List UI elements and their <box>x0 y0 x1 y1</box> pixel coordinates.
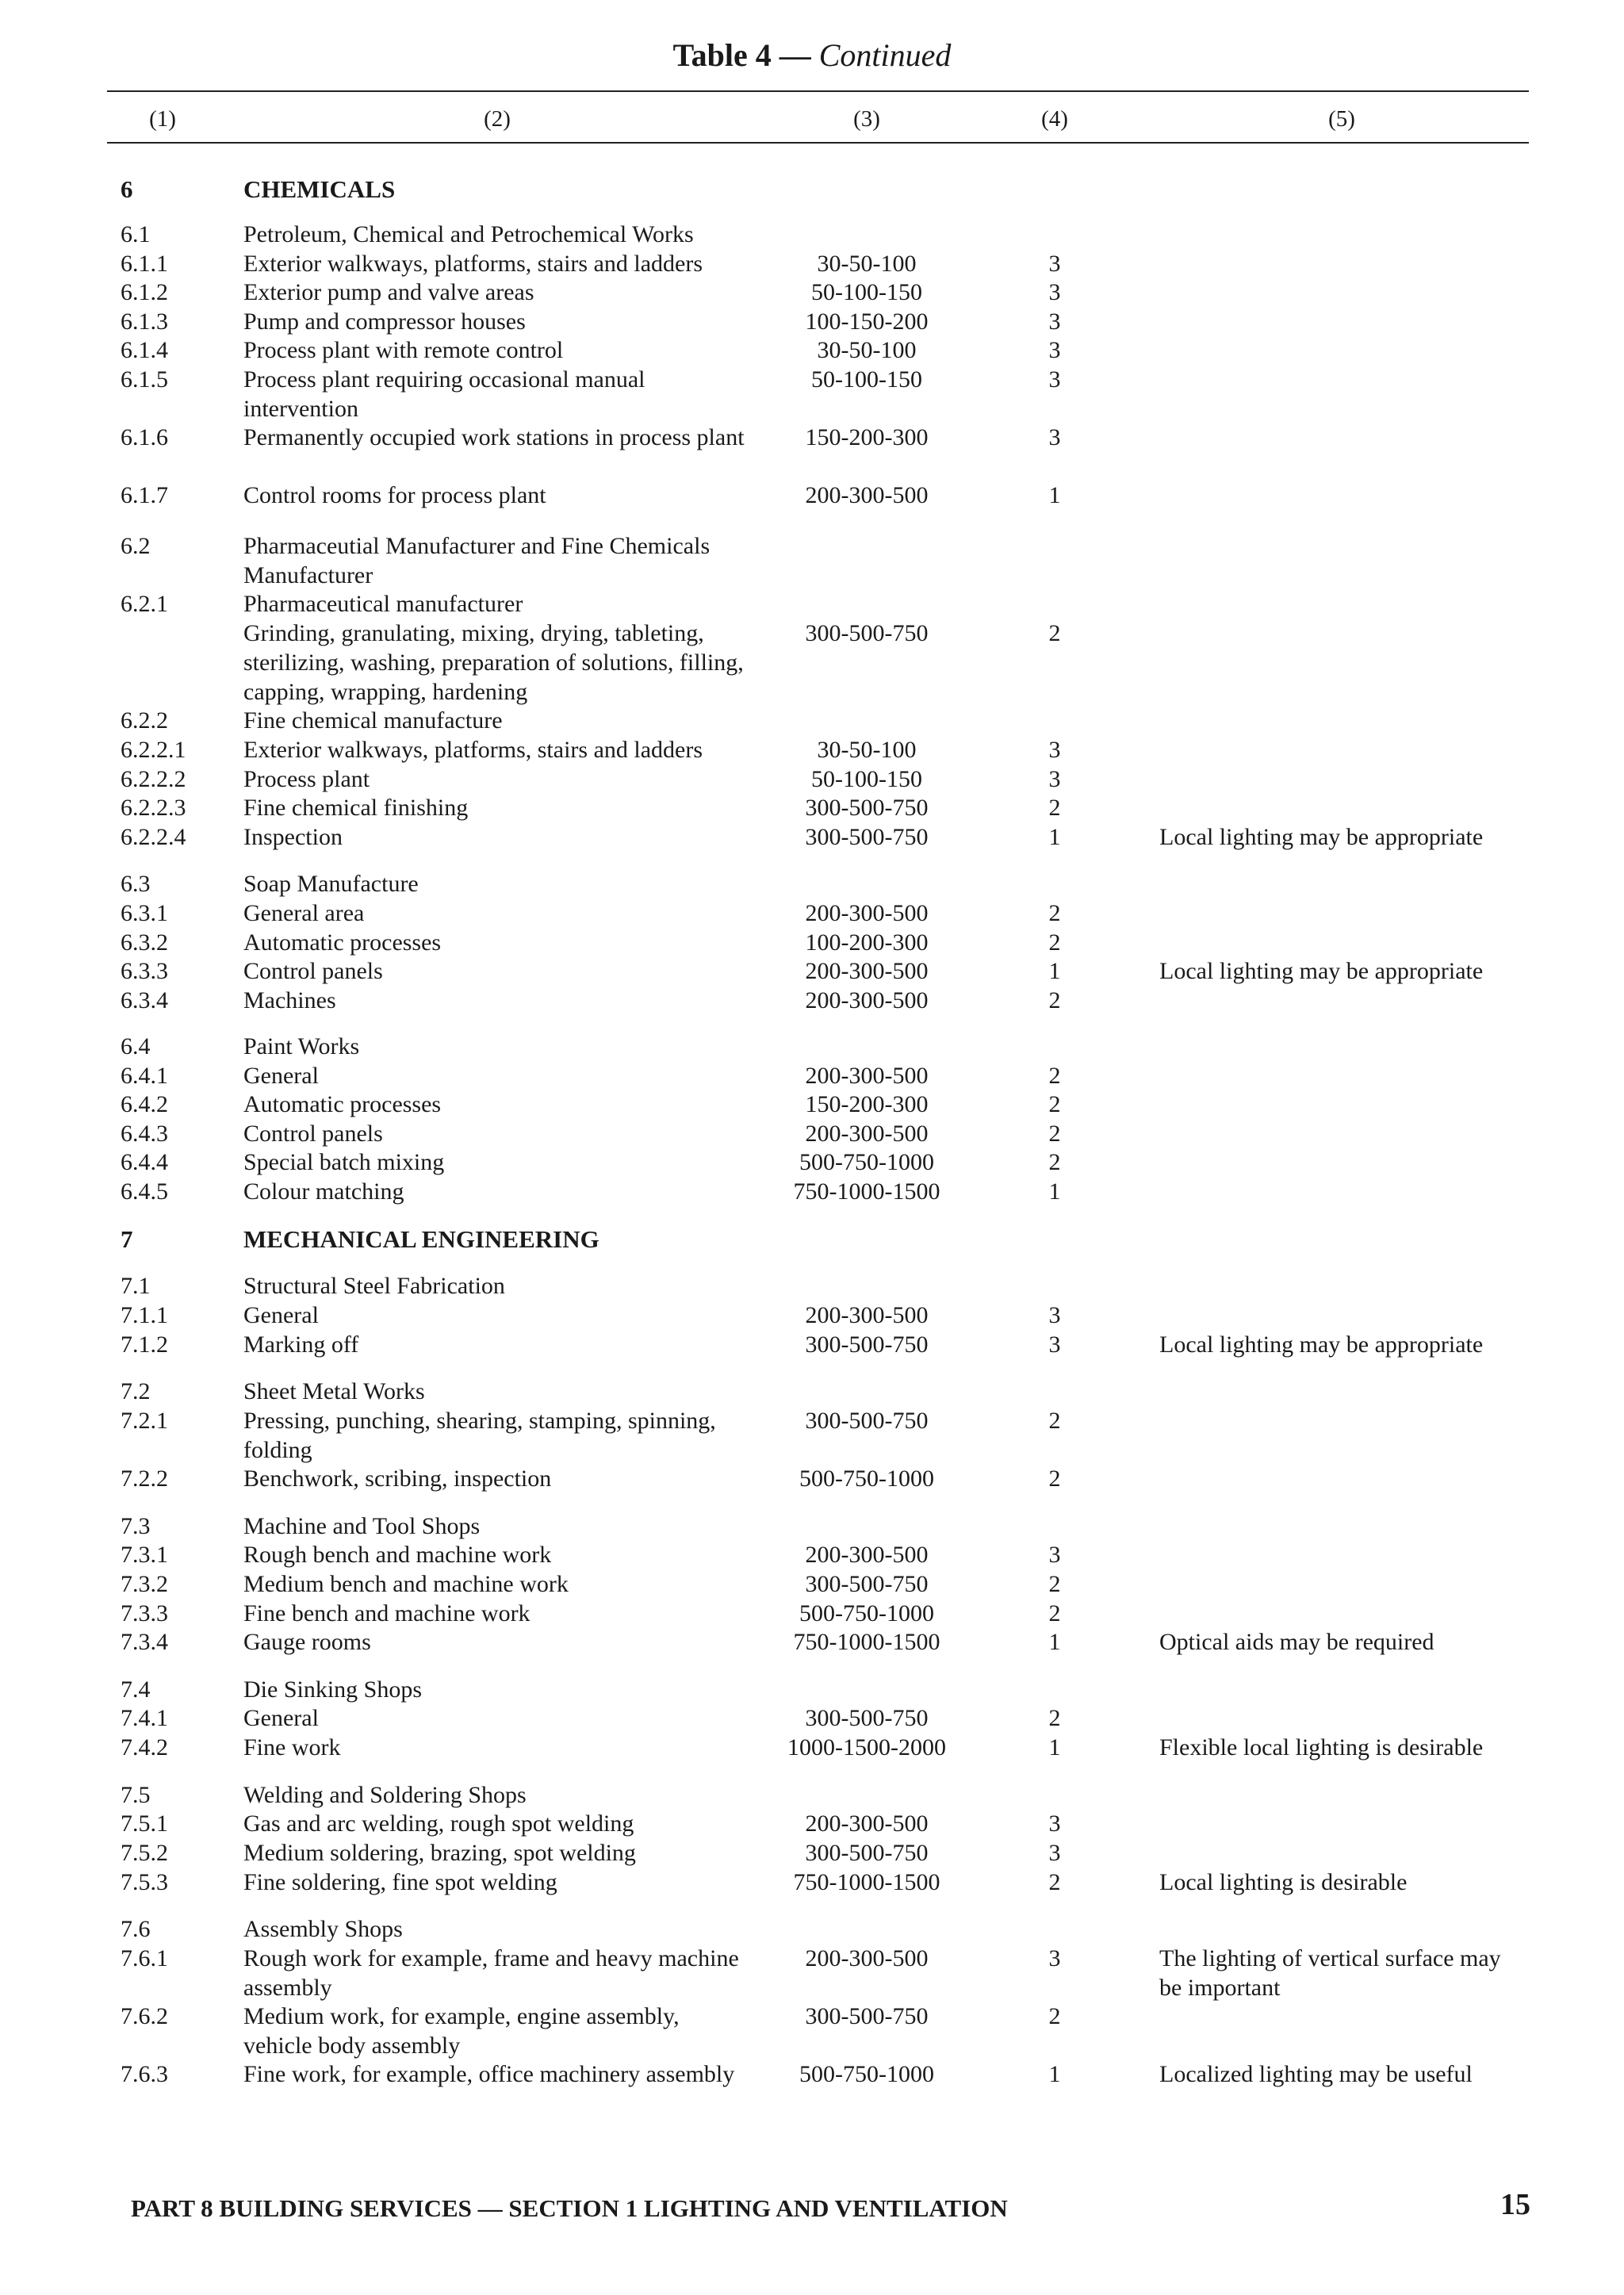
quality-class: 3 <box>1048 308 1061 335</box>
column-header-1: (1) <box>149 106 176 132</box>
clause-number: 6.2.1 <box>121 591 168 617</box>
description: Exterior walkways, platforms, stairs and ladders <box>243 737 703 763</box>
clause-number: 6.1.3 <box>121 308 168 335</box>
illuminance-range: 50-100-150 <box>811 366 922 393</box>
description: Rough work for example, frame and heavy machine assembly <box>243 1945 739 2001</box>
clause-number: 6.2.2.2 <box>121 766 186 792</box>
illuminance-range: 300-500-750 <box>805 620 929 646</box>
quality-class: 2 <box>1048 1869 1061 1895</box>
quality-class: 1 <box>1048 482 1061 508</box>
illuminance-range: 300-500-750 <box>805 1840 929 1866</box>
description: Control panels <box>243 1121 383 1147</box>
column-header-5: (5) <box>1328 106 1355 132</box>
quality-class: 3 <box>1048 424 1061 450</box>
illuminance-range: 300-500-750 <box>805 2003 929 2029</box>
quality-class: 3 <box>1048 737 1061 763</box>
quality-class: 3 <box>1048 1331 1061 1358</box>
description: Die Sinking Shops <box>243 1676 423 1703</box>
remark: Local lighting may be appropriate <box>1159 958 1484 984</box>
clause-number: 7.5.3 <box>121 1869 168 1895</box>
clause-number: 7.3.2 <box>121 1571 168 1597</box>
quality-class: 2 <box>1048 987 1061 1013</box>
clause-number: 7.3 <box>121 1513 151 1539</box>
illuminance-range: 1000-1500-2000 <box>787 1734 946 1761</box>
clause-number: 6.4.5 <box>121 1178 168 1205</box>
quality-class: 1 <box>1048 1734 1061 1761</box>
description: Soap Manufacture <box>243 871 419 897</box>
column-header-2: (2) <box>484 106 511 132</box>
quality-class: 3 <box>1048 366 1061 393</box>
quality-class: 1 <box>1048 1629 1061 1655</box>
clause-number: 6.4 <box>121 1033 151 1059</box>
illuminance-range: 500-750-1000 <box>799 2061 934 2087</box>
clause-number: 7.1.2 <box>121 1331 168 1358</box>
clause-number: 6.2.2.3 <box>121 795 186 821</box>
illuminance-range: 500-750-1000 <box>799 1466 934 1492</box>
clause-number: 6.3 <box>121 871 151 897</box>
illuminance-range: 200-300-500 <box>805 1945 929 1971</box>
description: Process plant <box>243 766 370 792</box>
illuminance-range: 200-300-500 <box>805 1542 929 1568</box>
clause-number: 7.5.1 <box>121 1810 168 1837</box>
illuminance-range: 300-500-750 <box>805 1571 929 1597</box>
description: Process plant requiring occasional manual intervention <box>243 366 645 422</box>
clause-number: 7.4.2 <box>121 1734 168 1761</box>
clause-number: 7.5.2 <box>121 1840 168 1866</box>
quality-class: 2 <box>1048 1091 1061 1117</box>
illuminance-range: 500-750-1000 <box>799 1149 934 1175</box>
description: Inspection <box>243 824 343 850</box>
clause-number: 7.6 <box>121 1916 151 1942</box>
description: Automatic processes <box>243 1091 442 1117</box>
clause-number: 6.3.1 <box>121 900 168 926</box>
quality-class: 2 <box>1048 2003 1061 2029</box>
remark: Local lighting is desirable <box>1159 1869 1408 1895</box>
description: Machine and Tool Shops <box>243 1513 481 1539</box>
description: General <box>243 1705 319 1731</box>
illuminance-range: 300-500-750 <box>805 1408 929 1434</box>
illuminance-range: 750-1000-1500 <box>793 1629 940 1655</box>
clause-number: 6.4.1 <box>121 1063 168 1089</box>
illuminance-range: 750-1000-1500 <box>793 1178 940 1205</box>
quality-class: 2 <box>1048 1571 1061 1597</box>
description: Exterior pump and valve areas <box>243 279 534 305</box>
illuminance-range: 200-300-500 <box>805 1302 929 1328</box>
clause-number: 7 <box>121 1225 133 1253</box>
quality-class: 1 <box>1048 824 1061 850</box>
quality-class: 2 <box>1048 1063 1061 1089</box>
description: Grinding, granulating, mixing, drying, tableting, sterilizing, washing, preparation of solutions, filling, capping, wrapping, hardening <box>243 620 744 705</box>
clause-number: 6.1.1 <box>121 251 168 277</box>
remark: Optical aids may be required <box>1159 1629 1434 1655</box>
remark: Local lighting may be appropriate <box>1159 1331 1484 1358</box>
illuminance-range: 200-300-500 <box>805 482 929 508</box>
description: Fine work, for example, office machinery assembly <box>243 2061 735 2087</box>
quality-class: 1 <box>1048 2061 1061 2087</box>
quality-class: 2 <box>1048 1600 1061 1626</box>
description: Fine soldering, fine spot welding <box>243 1869 557 1895</box>
clause-number: 7.4.1 <box>121 1705 168 1731</box>
description: General <box>243 1302 319 1328</box>
illuminance-range: 100-200-300 <box>805 929 929 956</box>
description: Petroleum, Chemical and Petrochemical Works <box>243 221 694 247</box>
description: Machines <box>243 987 336 1013</box>
description: Exterior walkways, platforms, stairs and ladders <box>243 251 703 277</box>
description: Fine work <box>243 1734 341 1761</box>
description: Gauge rooms <box>243 1629 371 1655</box>
illuminance-range: 150-200-300 <box>805 424 929 450</box>
quality-class: 3 <box>1048 1840 1061 1866</box>
quality-class: 3 <box>1048 1810 1061 1837</box>
description: General area <box>243 900 365 926</box>
quality-class: 2 <box>1048 900 1061 926</box>
table-title-main: Table 4 — <box>672 37 819 73</box>
illuminance-range: 200-300-500 <box>805 900 929 926</box>
quality-class: 2 <box>1048 929 1061 956</box>
clause-number: 6.1 <box>121 221 151 247</box>
description: Gas and arc welding, rough spot welding <box>243 1810 634 1837</box>
clause-number: 6.2.2.1 <box>121 737 186 763</box>
description: Automatic processes <box>243 929 442 956</box>
remark: The lighting of vertical surface may be important <box>1159 1945 1501 2001</box>
clause-number: 6.4.2 <box>121 1091 168 1117</box>
description: Colour matching <box>243 1178 404 1205</box>
description: Control rooms for process plant <box>243 482 546 508</box>
quality-class: 3 <box>1048 337 1061 363</box>
description: Permanently occupied work stations in process plant <box>243 424 745 450</box>
clause-number: 7.4 <box>121 1676 151 1703</box>
description: Medium soldering, brazing, spot welding <box>243 1840 636 1866</box>
quality-class: 1 <box>1048 1178 1061 1205</box>
clause-number: 7.2 <box>121 1378 151 1404</box>
quality-class: 3 <box>1048 279 1061 305</box>
clause-number: 6.4.4 <box>121 1149 168 1175</box>
clause-number: 6.3.4 <box>121 987 168 1013</box>
illuminance-range: 300-500-750 <box>805 824 929 850</box>
clause-number: 6.1.5 <box>121 366 168 393</box>
clause-number: 6 <box>121 175 133 203</box>
description: Benchwork, scribing, inspection <box>243 1466 552 1492</box>
page-number: 15 <box>1500 2188 1530 2221</box>
description: General <box>243 1063 319 1089</box>
description: Pump and compressor houses <box>243 308 526 335</box>
clause-number: 6.1.7 <box>121 482 168 508</box>
quality-class: 3 <box>1048 1542 1061 1568</box>
description: Special batch mixing <box>243 1149 445 1175</box>
illuminance-range: 200-300-500 <box>805 1063 929 1089</box>
clause-number: 7.1.1 <box>121 1302 168 1328</box>
illuminance-range: 200-300-500 <box>805 1121 929 1147</box>
quality-class: 3 <box>1048 251 1061 277</box>
clause-number: 7.6.3 <box>121 2061 168 2087</box>
illuminance-range: 30-50-100 <box>817 337 917 363</box>
illuminance-range: 300-500-750 <box>805 1331 929 1358</box>
clause-number: 6.1.4 <box>121 337 168 363</box>
clause-number: 6.2.2 <box>121 707 168 734</box>
description: Fine chemical finishing <box>243 795 469 821</box>
clause-number: 7.2.2 <box>121 1466 168 1492</box>
table-title-continued: Continued <box>818 37 952 73</box>
description: MECHANICAL ENGINEERING <box>243 1225 599 1253</box>
description: CHEMICALS <box>243 175 396 203</box>
description: Pharmaceutical manufacturer <box>243 591 523 617</box>
clause-number: 7.3.4 <box>121 1629 168 1655</box>
description: Paint Works <box>243 1033 360 1059</box>
description: Structural Steel Fabrication <box>243 1273 505 1299</box>
description: Fine chemical manufacture <box>243 707 503 734</box>
clause-number: 6.4.3 <box>121 1121 168 1147</box>
description: Medium bench and machine work <box>243 1571 569 1597</box>
column-header-4: (4) <box>1041 106 1068 132</box>
illuminance-range: 30-50-100 <box>817 737 917 763</box>
description: Pressing, punching, shearing, stamping, spinning, folding <box>243 1408 716 1463</box>
remark: Local lighting may be appropriate <box>1159 824 1484 850</box>
illuminance-range: 300-500-750 <box>805 1705 929 1731</box>
page-footer: PART 8 BUILDING SERVICES — SECTION 1 LIGHTING AND VENTILATION <box>131 2194 1008 2222</box>
description: Pharmaceutial Manufacturer and Fine Chemicals Manufacturer <box>243 533 710 588</box>
remark: Flexible local lighting is desirable <box>1159 1734 1484 1761</box>
illuminance-range: 150-200-300 <box>805 1091 929 1117</box>
illuminance-range: 50-100-150 <box>811 766 922 792</box>
clause-number: 6.3.2 <box>121 929 168 956</box>
description: Medium work, for example, engine assembly, vehicle body assembly <box>243 2003 680 2059</box>
description: Assembly Shops <box>243 1916 403 1942</box>
remark: Localized lighting may be useful <box>1159 2061 1473 2087</box>
quality-class: 2 <box>1048 1121 1061 1147</box>
description: Control panels <box>243 958 383 984</box>
illuminance-range: 750-1000-1500 <box>793 1869 940 1895</box>
clause-number: 7.1 <box>121 1273 151 1299</box>
quality-class: 2 <box>1048 620 1061 646</box>
clause-number: 6.3.3 <box>121 958 168 984</box>
quality-class: 2 <box>1048 1408 1061 1434</box>
illuminance-range: 200-300-500 <box>805 958 929 984</box>
description: Marking off <box>243 1331 359 1358</box>
illuminance-range: 300-500-750 <box>805 795 929 821</box>
description: Rough bench and machine work <box>243 1542 552 1568</box>
clause-number: 7.6.1 <box>121 1945 168 1971</box>
illuminance-range: 50-100-150 <box>811 279 922 305</box>
clause-number: 7.3.3 <box>121 1600 168 1626</box>
clause-number: 7.6.2 <box>121 2003 168 2029</box>
quality-class: 3 <box>1048 1945 1061 1971</box>
quality-class: 2 <box>1048 1149 1061 1175</box>
clause-number: 6.1.6 <box>121 424 168 450</box>
quality-class: 2 <box>1048 1466 1061 1492</box>
quality-class: 1 <box>1048 958 1061 984</box>
clause-number: 7.3.1 <box>121 1542 168 1568</box>
description: Welding and Soldering Shops <box>243 1782 527 1808</box>
quality-class: 2 <box>1048 1705 1061 1731</box>
illuminance-range: 200-300-500 <box>805 1810 929 1837</box>
column-header-3: (3) <box>853 106 880 132</box>
clause-number: 7.2.1 <box>121 1408 168 1434</box>
quality-class: 2 <box>1048 795 1061 821</box>
illuminance-range: 100-150-200 <box>805 308 929 335</box>
illuminance-range: 200-300-500 <box>805 987 929 1013</box>
clause-number: 6.2 <box>121 533 151 559</box>
illuminance-range: 500-750-1000 <box>799 1600 934 1626</box>
description: Process plant with remote control <box>243 337 564 363</box>
quality-class: 3 <box>1048 1302 1061 1328</box>
description: Sheet Metal Works <box>243 1378 425 1404</box>
illuminance-range: 30-50-100 <box>817 251 917 277</box>
clause-number: 6.1.2 <box>121 279 168 305</box>
quality-class: 3 <box>1048 766 1061 792</box>
clause-number: 6.2.2.4 <box>121 824 186 850</box>
description: Fine bench and machine work <box>243 1600 530 1626</box>
clause-number: 7.5 <box>121 1782 151 1808</box>
